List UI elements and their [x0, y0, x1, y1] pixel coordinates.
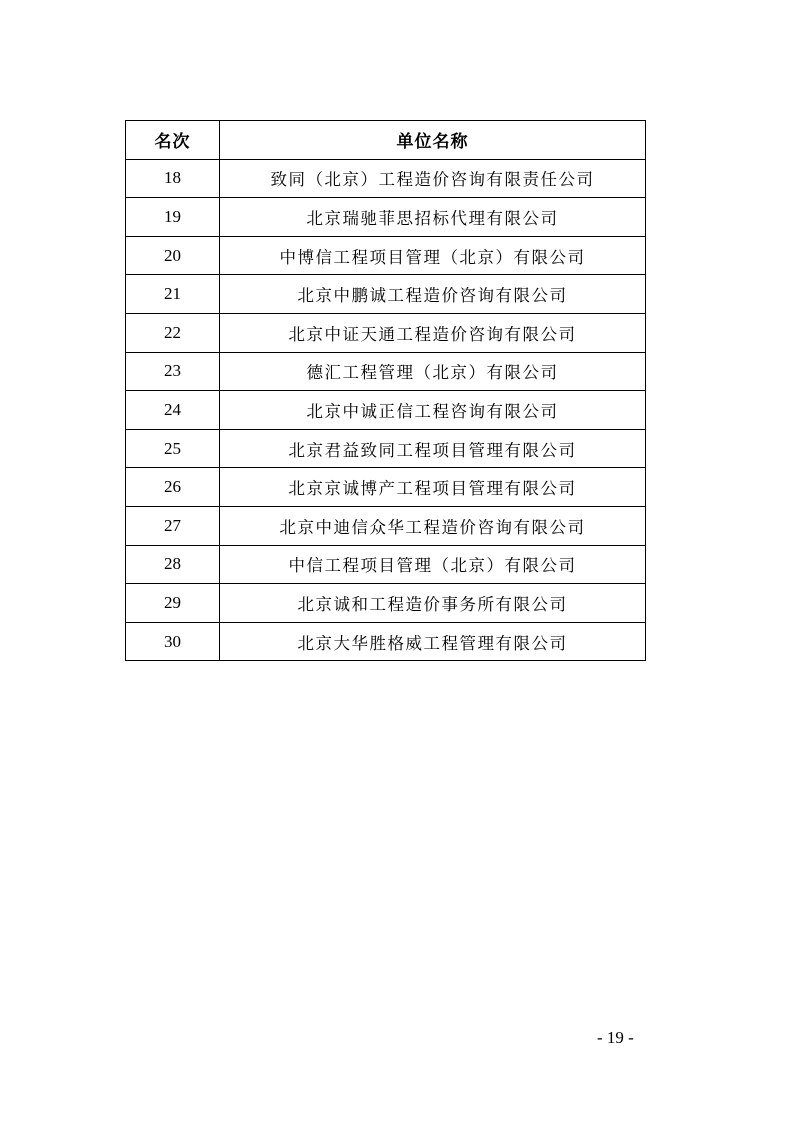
table-row: [126, 391, 646, 430]
table-row: [126, 275, 646, 314]
company-name-cell: 北京中鹏诚工程造价咨询有限公司: [220, 275, 646, 314]
company-name-cell: 北京中证天通工程造价咨询有限公司: [220, 313, 646, 352]
header-rank: 名次: [126, 121, 220, 160]
rank-cell: 19: [126, 198, 220, 237]
rank-cell: 24: [126, 391, 220, 430]
rank-cell: 25: [126, 429, 220, 468]
rank-cell: 26: [126, 468, 220, 507]
rank-cell: 18: [126, 159, 220, 198]
table-row: [126, 545, 646, 584]
ranking-table: [125, 120, 646, 661]
rank-cell: 30: [126, 622, 220, 661]
rank-cell: 29: [126, 584, 220, 623]
table-row: [126, 506, 646, 545]
table-row: [126, 159, 646, 198]
company-name-cell: 中博信工程项目管理（北京）有限公司: [220, 236, 646, 275]
rank-cell: 20: [126, 236, 220, 275]
table-row: [126, 352, 646, 391]
table-row: [126, 429, 646, 468]
table-header-row: [126, 121, 646, 160]
rank-cell: 22: [126, 313, 220, 352]
rank-cell: 21: [126, 275, 220, 314]
rank-cell: 23: [126, 352, 220, 391]
header-company-name: 单位名称: [220, 121, 646, 160]
table-row: [126, 198, 646, 237]
company-name-cell: 北京京诚博产工程项目管理有限公司: [220, 468, 646, 507]
table-row: [126, 468, 646, 507]
table-row: [126, 313, 646, 352]
company-name-cell: 北京中迪信众华工程造价咨询有限公司: [220, 506, 646, 545]
company-name-cell: 中信工程项目管理（北京）有限公司: [220, 545, 646, 584]
company-name-cell: 北京诚和工程造价事务所有限公司: [220, 584, 646, 623]
page-number: - 19 -: [597, 1028, 634, 1047]
company-name-cell: 北京君益致同工程项目管理有限公司: [220, 429, 646, 468]
rank-cell: 27: [126, 506, 220, 545]
rank-cell: 28: [126, 545, 220, 584]
company-name-cell: 德汇工程管理（北京）有限公司: [220, 352, 646, 391]
company-name-cell: 致同（北京）工程造价咨询有限责任公司: [220, 159, 646, 198]
company-name-cell: 北京中诚正信工程咨询有限公司: [220, 391, 646, 430]
table-row: [126, 236, 646, 275]
table-row: [126, 622, 646, 661]
table-row: [126, 584, 646, 623]
company-name-cell: 北京大华胜格威工程管理有限公司: [220, 622, 646, 661]
company-name-cell: 北京瑞驰菲思招标代理有限公司: [220, 198, 646, 237]
